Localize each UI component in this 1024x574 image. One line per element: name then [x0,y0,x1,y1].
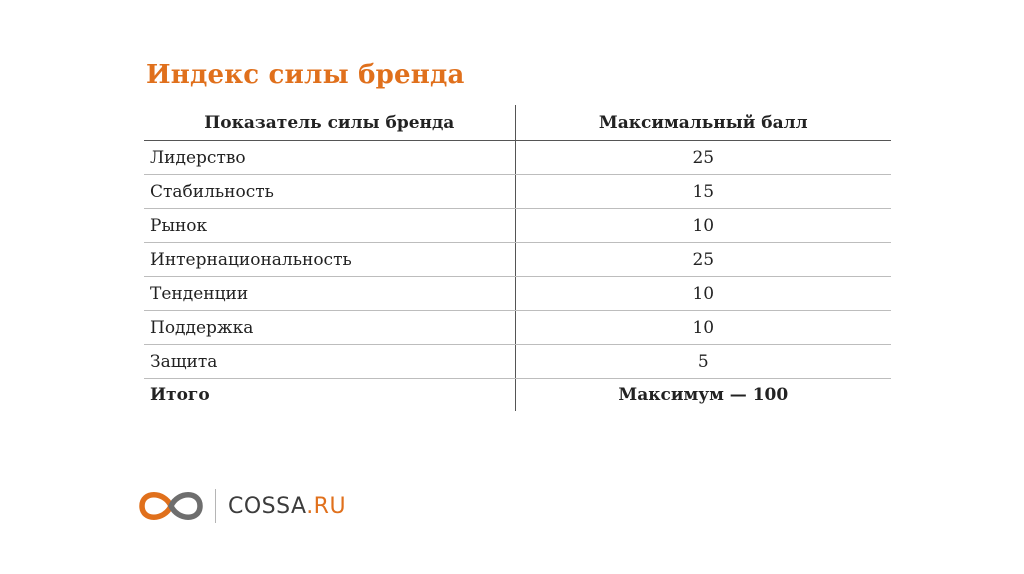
logo-wordmark [228,494,346,519]
row-metric: Защита [144,345,515,379]
brand-strength-table [144,105,891,411]
slide-title: Индекс силы бренда [146,60,465,90]
table-row [144,311,891,345]
total-value: Максимум — 100 [515,379,891,412]
row-metric: Поддержка [144,311,515,345]
logo-separator [215,489,216,523]
row-score: 10 [515,311,891,345]
table-row [144,141,891,175]
table-header-row [144,105,891,141]
logo-name: COSSA [228,493,307,519]
header-max-score: Максимальный балл [515,105,891,141]
table-row [144,345,891,379]
total-label: Итого [144,379,515,412]
row-metric: Стабильность [144,175,515,209]
row-score: 25 [515,141,891,175]
row-metric: Рынок [144,209,515,243]
row-metric: Интернациональность [144,243,515,277]
row-score: 5 [515,345,891,379]
row-score: 10 [515,209,891,243]
table-row [144,243,891,277]
row-metric: Тенденции [144,277,515,311]
logo-suffix: .RU [306,493,347,519]
header-metric: Показатель силы бренда [144,105,515,141]
cossa-logo [137,484,346,528]
infinity-logo-icon [137,484,205,528]
row-score: 10 [515,277,891,311]
row-score: 15 [515,175,891,209]
table-total-row [144,379,891,412]
table-row [144,175,891,209]
row-score: 25 [515,243,891,277]
table-row [144,209,891,243]
table-row [144,277,891,311]
row-metric: Лидерство [144,141,515,175]
